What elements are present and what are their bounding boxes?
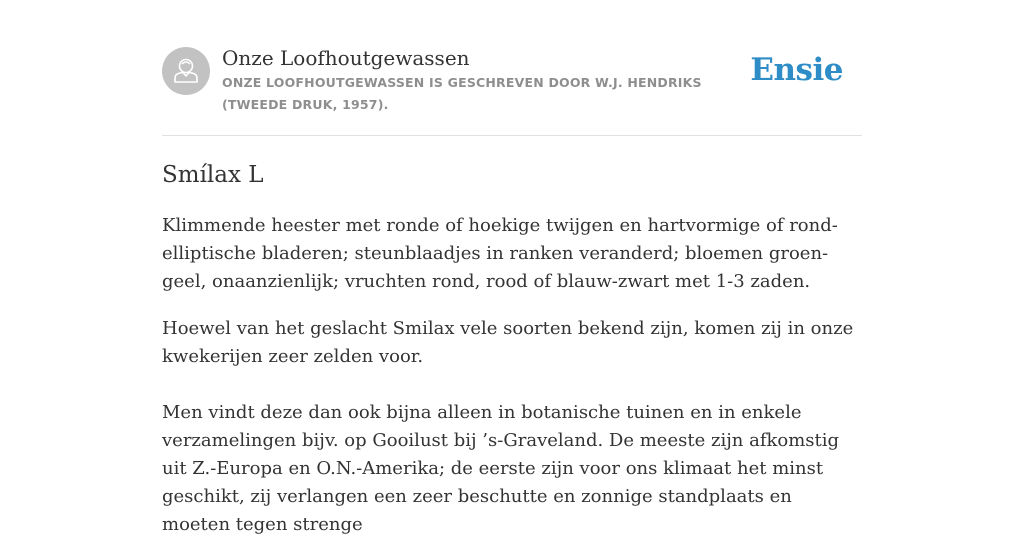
- article: [162, 158, 862, 539]
- source-header: [162, 46, 862, 136]
- source-description: ONZE LOOFHOUTGEWASSEN IS GESCHREVEN DOOR W.J. HENDRIKS (TWEEDE DRUK, 1957).: [222, 75, 702, 112]
- user-icon: [162, 47, 210, 95]
- ensie-logo[interactable]: Ensie: [750, 52, 843, 88]
- article-paragraph: Men vindt deze dan ook bijna alleen in botanische tuinen en in enkele verzamelingen bijv. op Gooilust bij ’s-Graveland. De meeste zijn afkomstig uit Z.-Europa en O.N.-Amerika; de eerste zijn voor ons klimaat het minst geschikt, zij verlangen een zeer beschutte en zonnige standplaats en moeten tegen strenge: [162, 402, 840, 535]
- article-title: Smílax L: [162, 162, 264, 188]
- article-paragraph: Klimmende heester met ronde of hoekige twijgen en hartvormige of rond-elliptische bladeren; steunblaadjes in ranken veranderd; bloemen groen-geel, onaanzienlijk; vruchten rond, rood of blauw-zwart met 1-3 zaden.: [162, 215, 838, 292]
- source-title[interactable]: Onze Loofhoutgewassen: [222, 46, 470, 70]
- source-avatar[interactable]: [162, 47, 210, 95]
- article-paragraph: Hoewel van het geslacht Smilax vele soorten bekend zijn, komen zij in onze kwekerijen zeer zelden voor.: [162, 318, 854, 367]
